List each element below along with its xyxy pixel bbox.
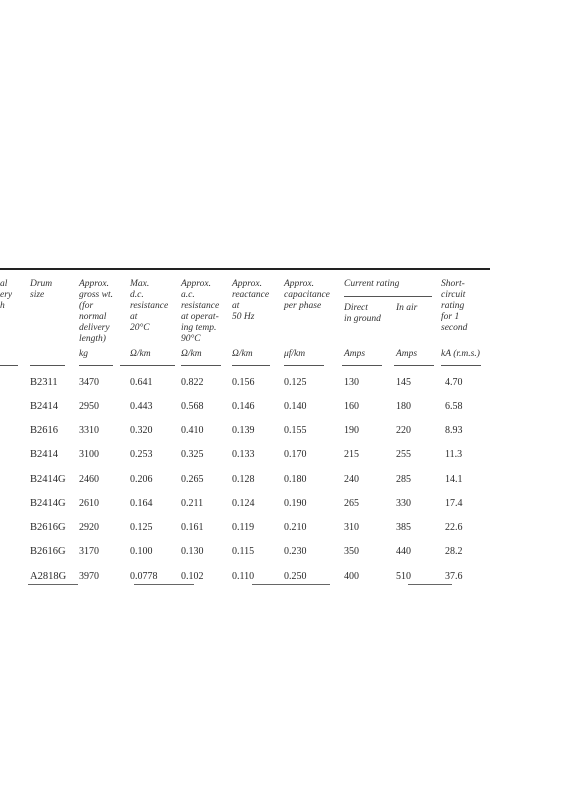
cell-drum: B2616G <box>30 546 66 557</box>
cell-weight: 2920 <box>79 522 99 533</box>
cell-short: 4.70 <box>445 377 463 388</box>
cell-drum: B2311 <box>30 377 58 388</box>
cell-dc: 0.320 <box>130 425 153 436</box>
cell-cap: 0.190 <box>284 498 307 509</box>
cell-react: 0.110 <box>232 571 255 582</box>
cell-air: 255 <box>396 449 411 460</box>
unit-short-circuit: kA (r.m.s.) <box>441 349 480 359</box>
cell-weight: 3970 <box>79 571 99 582</box>
cell-dc: 0.0778 <box>130 571 158 582</box>
cell-air: 220 <box>396 425 411 436</box>
cell-drum: A2818G <box>30 571 67 582</box>
current-rating-group-rule <box>344 296 432 297</box>
cell-dc: 0.253 <box>130 449 153 460</box>
cell-dc: 0.443 <box>130 401 153 412</box>
header-cut-column: al ery h <box>0 279 13 311</box>
cell-react: 0.156 <box>232 377 255 388</box>
header-ac-resistance: Approx. a.c. resistance at operat- ing temp. 90°C <box>181 279 220 344</box>
cell-ac: 0.211 <box>181 498 204 509</box>
table-bottom-rule <box>134 584 194 585</box>
cell-ac: 0.568 <box>181 401 204 412</box>
cell-cap: 0.125 <box>284 377 307 388</box>
cell-weight: 2610 <box>79 498 99 509</box>
cell-weight: 3470 <box>79 377 99 388</box>
cell-react: 0.115 <box>232 546 255 557</box>
cell-dc: 0.100 <box>130 546 153 557</box>
header-dc-resistance: Max. d.c. resistance at 20°C <box>130 279 169 333</box>
cell-cap: 0.250 <box>284 571 307 582</box>
unit-ac: Ω/km <box>181 349 202 359</box>
cell-ac: 0.102 <box>181 571 204 582</box>
cell-short: 17.4 <box>445 498 463 509</box>
cell-short: 37.6 <box>445 571 463 582</box>
cell-direct: 190 <box>344 425 359 436</box>
unit-direct: Amps <box>344 349 366 359</box>
cell-air: 145 <box>396 377 411 388</box>
header-underline <box>284 365 324 366</box>
cell-air: 510 <box>396 571 411 582</box>
unit-dc: Ω/km <box>130 349 151 359</box>
cell-drum: B2414G <box>30 498 66 509</box>
cell-ac: 0.410 <box>181 425 204 436</box>
cell-ac: 0.822 <box>181 377 204 388</box>
cell-direct: 350 <box>344 546 359 557</box>
header-reactance: Approx. reactance at 50 Hz <box>232 279 270 322</box>
header-underline <box>30 365 65 366</box>
cell-short: 8.93 <box>445 425 463 436</box>
cell-dc: 0.164 <box>130 498 153 509</box>
cell-cap: 0.140 <box>284 401 307 412</box>
header-capacitance: Approx. capacitance per phase <box>284 279 330 311</box>
header-drum-size: Drum size <box>30 279 53 300</box>
unit-weight: kg <box>79 349 88 359</box>
header-underline <box>232 365 270 366</box>
header-short-circuit: Short- circuit rating for 1 second <box>441 279 468 333</box>
cell-direct: 130 <box>344 377 359 388</box>
cell-dc: 0.206 <box>130 474 153 485</box>
cell-ac: 0.161 <box>181 522 204 533</box>
cell-short: 11.3 <box>445 449 463 460</box>
cell-air: 385 <box>396 522 411 533</box>
cell-direct: 400 <box>344 571 359 582</box>
cell-direct: 240 <box>344 474 359 485</box>
cell-weight: 2460 <box>79 474 99 485</box>
cell-react: 0.146 <box>232 401 255 412</box>
cell-cap: 0.180 <box>284 474 307 485</box>
cell-weight: 2950 <box>79 401 99 412</box>
unit-air: Amps <box>396 349 418 359</box>
cell-ac: 0.130 <box>181 546 204 557</box>
cell-weight: 3310 <box>79 425 99 436</box>
header-underline <box>181 365 221 366</box>
cell-react: 0.124 <box>232 498 255 509</box>
header-underline <box>342 365 382 366</box>
cell-react: 0.133 <box>232 449 255 460</box>
header-current-rating: Current rating <box>344 279 400 289</box>
header-direct-in-ground: Direct in ground <box>344 303 381 324</box>
cell-air: 440 <box>396 546 411 557</box>
cell-short: 14.1 <box>445 474 463 485</box>
cell-drum: B2414G <box>30 474 66 485</box>
cell-dc: 0.125 <box>130 522 153 533</box>
cell-drum: B2414 <box>30 401 59 412</box>
cell-short: 22.6 <box>445 522 463 533</box>
header-underline <box>79 365 113 366</box>
header-underline <box>394 365 434 366</box>
unit-capacitance: μf/km <box>284 349 306 359</box>
cell-air: 285 <box>396 474 411 485</box>
table-bottom-rule <box>408 584 452 585</box>
cell-weight: 3100 <box>79 449 99 460</box>
cell-cap: 0.155 <box>284 425 307 436</box>
cell-direct: 215 <box>344 449 359 460</box>
cell-drum: B2414 <box>30 449 59 460</box>
table-bottom-rule <box>252 584 330 585</box>
cell-air: 180 <box>396 401 411 412</box>
header-in-air: In air <box>396 303 418 313</box>
cell-cap: 0.230 <box>284 546 307 557</box>
table-bottom-rule <box>28 584 78 585</box>
cell-direct: 160 <box>344 401 359 412</box>
header-gross-weight: Approx. gross wt. (for normal delivery length) <box>79 279 113 344</box>
cell-react: 0.128 <box>232 474 255 485</box>
cell-ac: 0.265 <box>181 474 204 485</box>
table-top-rule <box>0 268 490 270</box>
cell-weight: 3170 <box>79 546 99 557</box>
cell-drum: B2616G <box>30 522 66 533</box>
header-underline <box>0 365 18 366</box>
cell-cap: 0.210 <box>284 522 307 533</box>
cell-ac: 0.325 <box>181 449 204 460</box>
cell-react: 0.119 <box>232 522 255 533</box>
cell-short: 28.2 <box>445 546 463 557</box>
cell-short: 6.58 <box>445 401 463 412</box>
cell-react: 0.139 <box>232 425 255 436</box>
cell-drum: B2616 <box>30 425 59 436</box>
cell-direct: 265 <box>344 498 359 509</box>
cell-dc: 0.641 <box>130 377 153 388</box>
cell-air: 330 <box>396 498 411 509</box>
cell-direct: 310 <box>344 522 359 533</box>
unit-reactance: Ω/km <box>232 349 253 359</box>
header-underline <box>441 365 481 366</box>
cell-cap: 0.170 <box>284 449 307 460</box>
header-underline <box>120 365 175 366</box>
